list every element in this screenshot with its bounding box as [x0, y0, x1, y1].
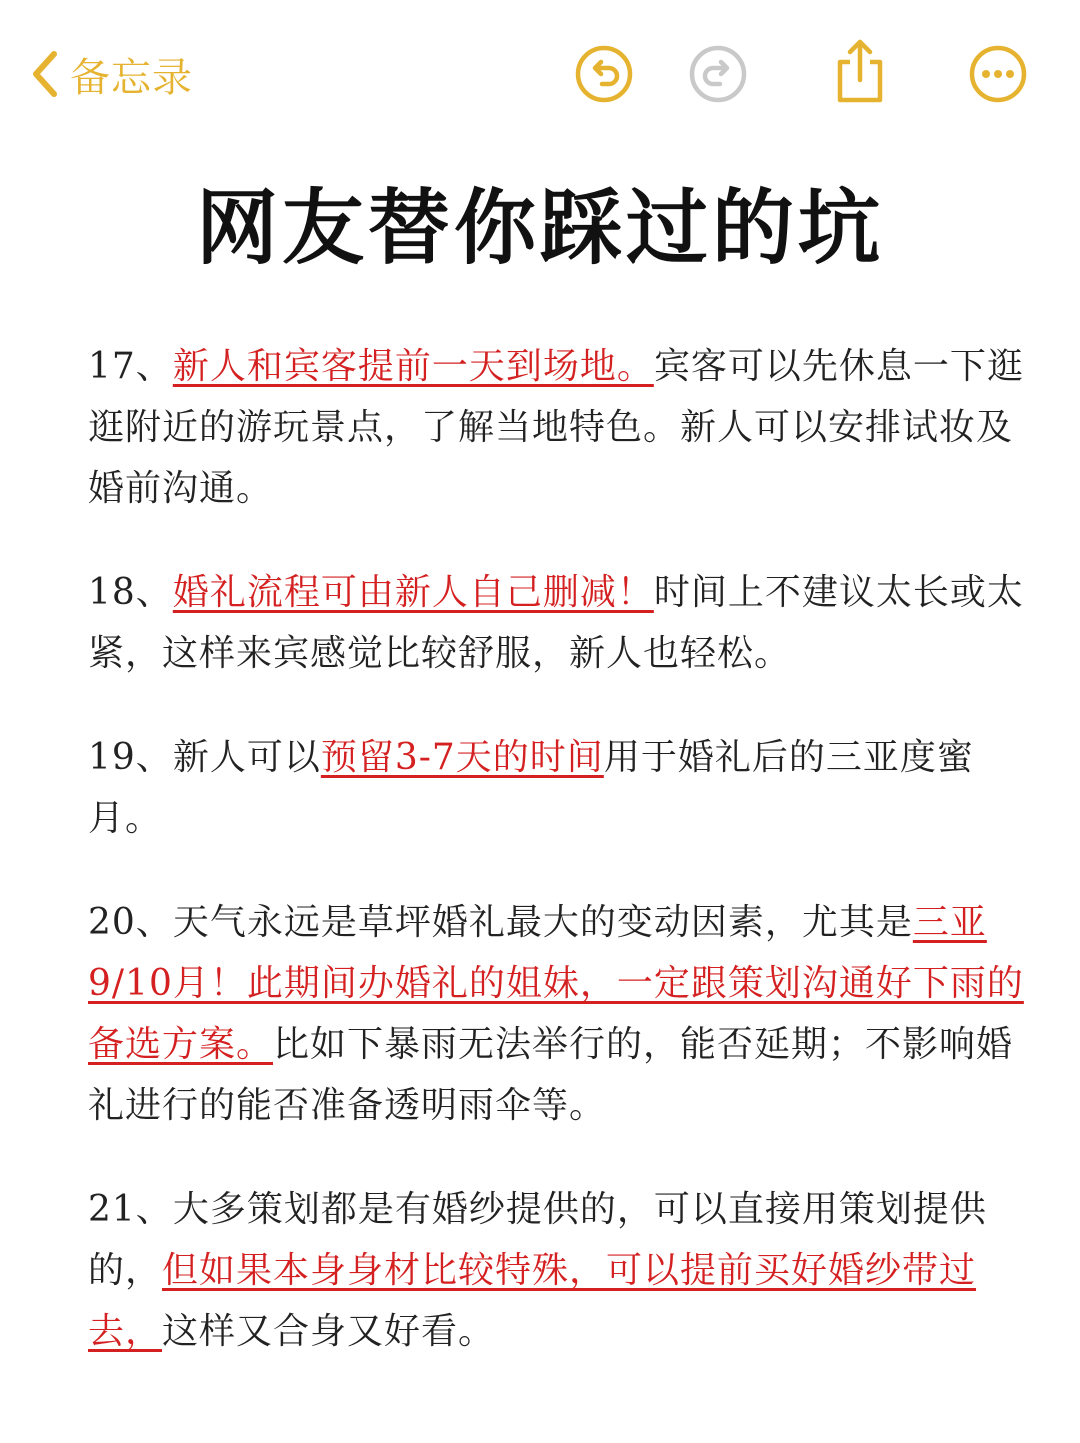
item-number: 21、 [88, 1189, 173, 1230]
paragraph-text: 比如下暴雨无法举行的，能否延期；不影响婚礼进行的能否准备透明雨伞等。 [88, 1024, 1014, 1126]
paragraph-19 [88, 727, 1028, 849]
item-number: 17、 [88, 346, 173, 387]
undo-button[interactable] [572, 42, 636, 106]
paragraph-text: 新人可以 [172, 737, 321, 778]
item-number: 20、 [88, 902, 173, 943]
share-icon [828, 36, 892, 106]
paragraph-text: 时间上不建议太长或太紧，这样来宾感觉比较舒服，新人也轻松。 [88, 572, 1024, 674]
undo-icon [572, 42, 636, 106]
paragraph-text: 天气永远是草坪婚礼最大的变动因素，尤其是 [172, 902, 913, 943]
note-body[interactable] [88, 336, 1028, 1405]
highlighted-text: 三亚9/10月！此期间办婚礼的姐妹，一定跟策划沟通好下雨的备选方案。 [88, 902, 1024, 1065]
highlighted-text: 婚礼流程可由新人自己删减！ [172, 572, 654, 613]
paragraph-18 [88, 562, 1028, 684]
paragraph-text: 宾客可以先休息一下逛逛附近的游玩景点，了解当地特色。新人可以安排试妆及婚前沟通。 [88, 346, 1024, 509]
highlighted-text: 预留3-7天的时间 [320, 737, 604, 778]
paragraph-text: 用于婚礼后的三亚度蜜月。 [88, 737, 974, 839]
paragraph-21 [88, 1179, 1028, 1362]
back-button[interactable] [30, 42, 193, 106]
note-title: 网友替你踩过的坑 [195, 180, 884, 276]
highlighted-text: 但如果本身身材比较特殊，可以提前买好婚纱带过去， [88, 1250, 977, 1352]
redo-icon [686, 42, 750, 106]
redo-button[interactable] [686, 42, 750, 106]
paragraph-text: 大多策划都是有婚纱提供的，可以直接用策划提供的， [88, 1189, 987, 1291]
paragraph-20 [88, 892, 1028, 1136]
item-number: 19、 [88, 737, 173, 778]
more-icon [966, 42, 1030, 106]
back-label: 备忘录 [70, 54, 193, 101]
navigation-bar [0, 0, 1080, 150]
paragraph-text: 这样又合身又好看。 [162, 1311, 496, 1352]
paragraph-17 [88, 336, 1028, 519]
highlighted-text: 新人和宾客提前一天到场地。 [172, 346, 654, 387]
share-button[interactable] [828, 36, 892, 100]
more-button[interactable] [966, 42, 1030, 106]
chevron-left-icon [30, 49, 60, 99]
item-number: 18、 [88, 572, 173, 613]
